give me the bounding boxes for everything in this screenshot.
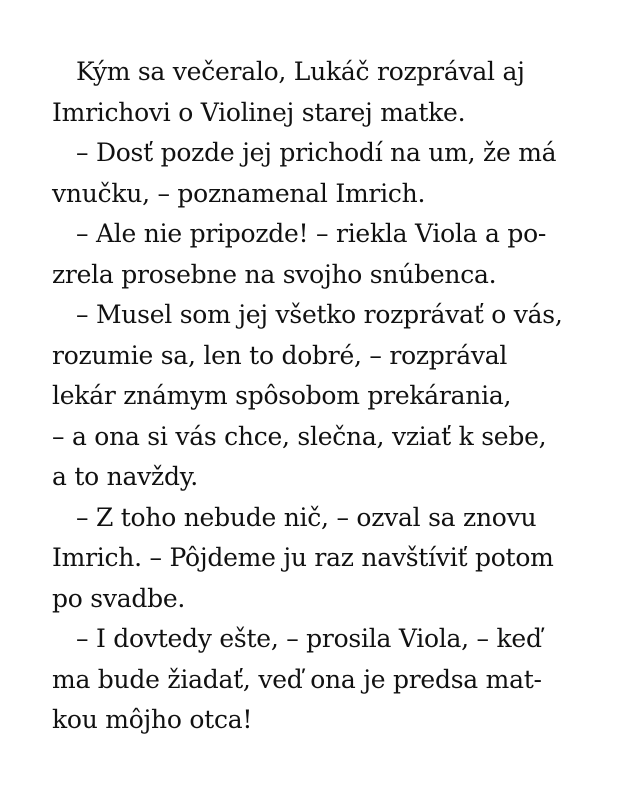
text-line: a to navždy. (52, 462, 198, 491)
text-line: lekár známym spôsobom prekárania, (52, 381, 512, 410)
text-line: – a ona si vás chce, slečna, vziať k sebe, (52, 421, 547, 451)
text-line: ma bude žiadať, veď ona je predsa mat- (52, 664, 542, 694)
text-line: vnučku, – poznamenal Imrich. (52, 178, 426, 208)
text-line: kou môjho otca! (52, 705, 253, 734)
text-line: Kým sa večeralo, Lukáč rozprával aj (76, 57, 525, 86)
text-line: Imrich. – Pôjdeme ju raz navštíviť potom (52, 543, 554, 572)
document-page (52, 52, 612, 741)
text-line: po svadbe. (52, 583, 186, 613)
text-line: zrela prosebne na svojho snúbenca. (52, 259, 497, 289)
text-line: – Z toho nebude nič, – ozval sa znovu (76, 502, 537, 532)
text-line: – Musel som jej všetko rozprávať o vás, (76, 300, 563, 329)
text-line: rozumie sa, len to dobré, – rozprával (52, 340, 508, 370)
text-line: – I dovtedy ešte, – prosila Viola, – keď (76, 624, 542, 653)
text-line: – Ale nie pripozde! – riekla Viola a po- (76, 219, 547, 248)
text-line: – Dosť pozde jej prichodí na um, že má (76, 138, 557, 167)
text-line: Imrichovi o Violinej starej matke. (52, 97, 466, 127)
